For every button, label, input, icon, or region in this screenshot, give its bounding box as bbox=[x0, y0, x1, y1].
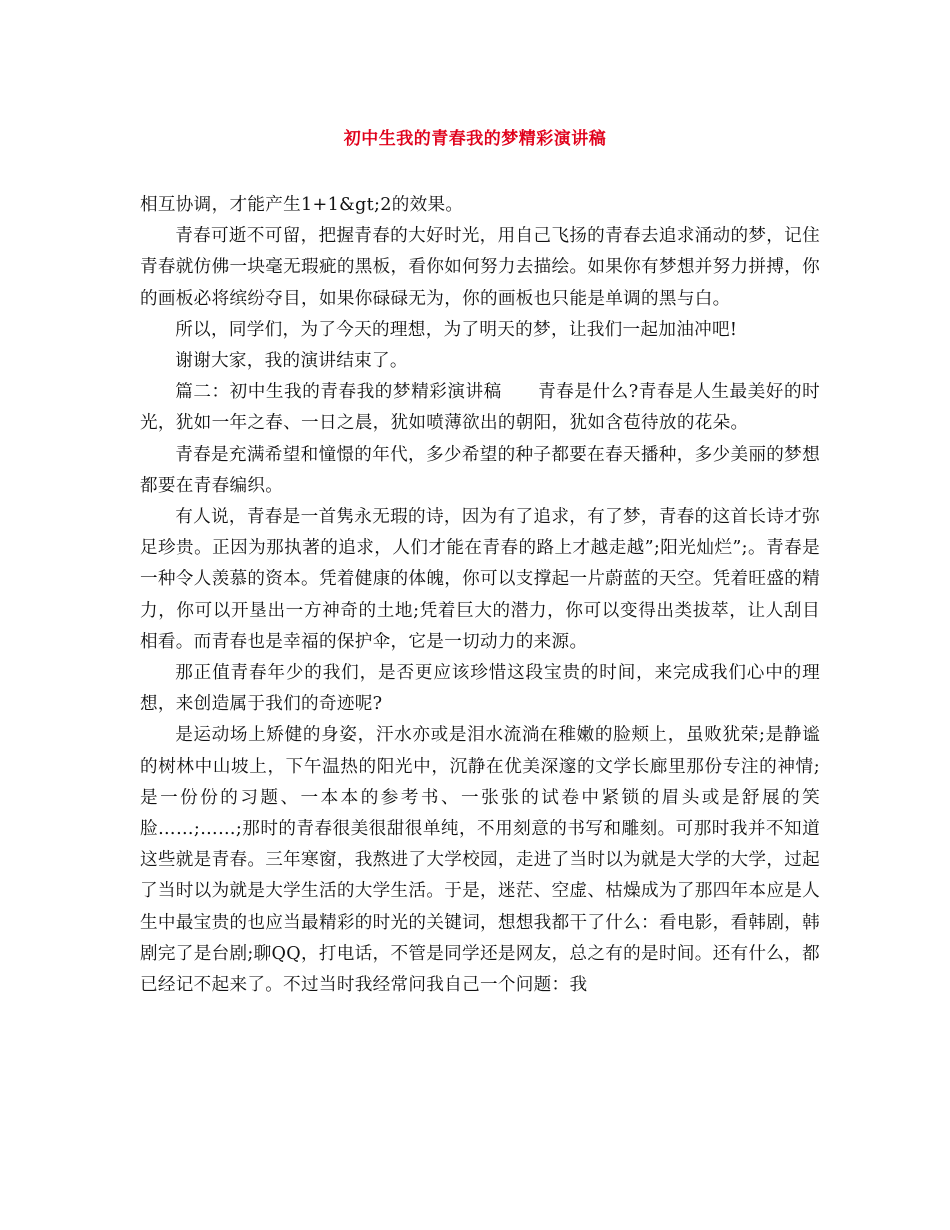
paragraph: 是运动场上矫健的身姿，汗水亦或是泪水流淌在稚嫩的脸颊上，虽败犹荣;是静谧的树林中山坡上，下午温热的阳光中，沉静在优美深邃的文学长廊里那份专注的神情;是一份份的习题、一本本的参考书、一张张的试卷中紧锁的眉头或是舒展的笑脸……;……;那时的青春很美很甜很单纯，不用刻意的书写和雕刻。可那时我并不知道这些就是青春。三年寒窗，我熬进了大学校园，走进了当时以为就是大学的大学，过起了当时以为就是大学生活的大学生活。于是，迷茫、空虚、枯燥成为了那四年本应是人生中最宝贵的也应当最精彩的时光的关键词，想想我都干了什么：看电影，看韩剧，韩剧完了是台剧;聊QQ，打电话，不管是同学还是网友，总之有的是时间。还有什么，都已经记不起来了。不过当时我经常问我自己一个问题：我 bbox=[140, 725, 820, 996]
document-body bbox=[140, 190, 820, 1001]
paragraph: 谢谢大家，我的演讲结束了。 bbox=[175, 351, 408, 372]
document-title: 初中生我的青春我的梦精彩演讲稿 bbox=[343, 129, 607, 149]
paragraph: 所以，同学们，为了今天的理想，为了明天的梦，让我们一起加油冲吧! bbox=[175, 319, 738, 340]
paragraph: 有人说，青春是一首隽永无瑕的诗，因为有了追求，有了梦，青春的这首长诗才弥足珍贵。正因为那执著的追求，人们才能在青春的路上才越走越”;阳光灿烂”;。青春是一种令人羡慕的资本。凭着健康的体魄，你可以支撑起一片蔚蓝的天空。凭着旺盛的精力，你可以开垦出一方神奇的土地;凭着巨大的潜力，你可以变得出类拔萃，让人刮目相看。而青春也是幸福的保护伞，它是一切动力的来源。 bbox=[140, 507, 820, 652]
paragraph: 相互协调，才能产生1+1&gt;2的效果。 bbox=[140, 195, 464, 215]
paragraph: 那正值青春年少的我们，是否更应该珍惜这段宝贵的时间，来完成我们心中的理想，来创造属于我们的奇迹呢? bbox=[140, 663, 820, 715]
paragraph: 青春是充满希望和憧憬的年代，多少希望的种子都要在春天播种，多少美丽的梦想都要在青春编织。 bbox=[140, 444, 820, 496]
paragraph: 篇二：初中生我的青春我的梦精彩演讲稿 青春是什么?青春是人生最美好的时光，犹如一年之春、一日之晨，犹如喷薄欲出的朝阳，犹如含苞待放的花朵。 bbox=[140, 382, 820, 434]
paragraph: 青春可逝不可留，把握青春的大好时光，用自己飞扬的青春去追求涌动的梦，记住青春就仿佛一块毫无瑕疵的黑板，看你如何努力去描绘。如果你有梦想并努力拼搏，你的画板必将缤纷夺目，如果你碌碌无为，你的画板也只能是单调的黑与白。 bbox=[140, 226, 820, 309]
